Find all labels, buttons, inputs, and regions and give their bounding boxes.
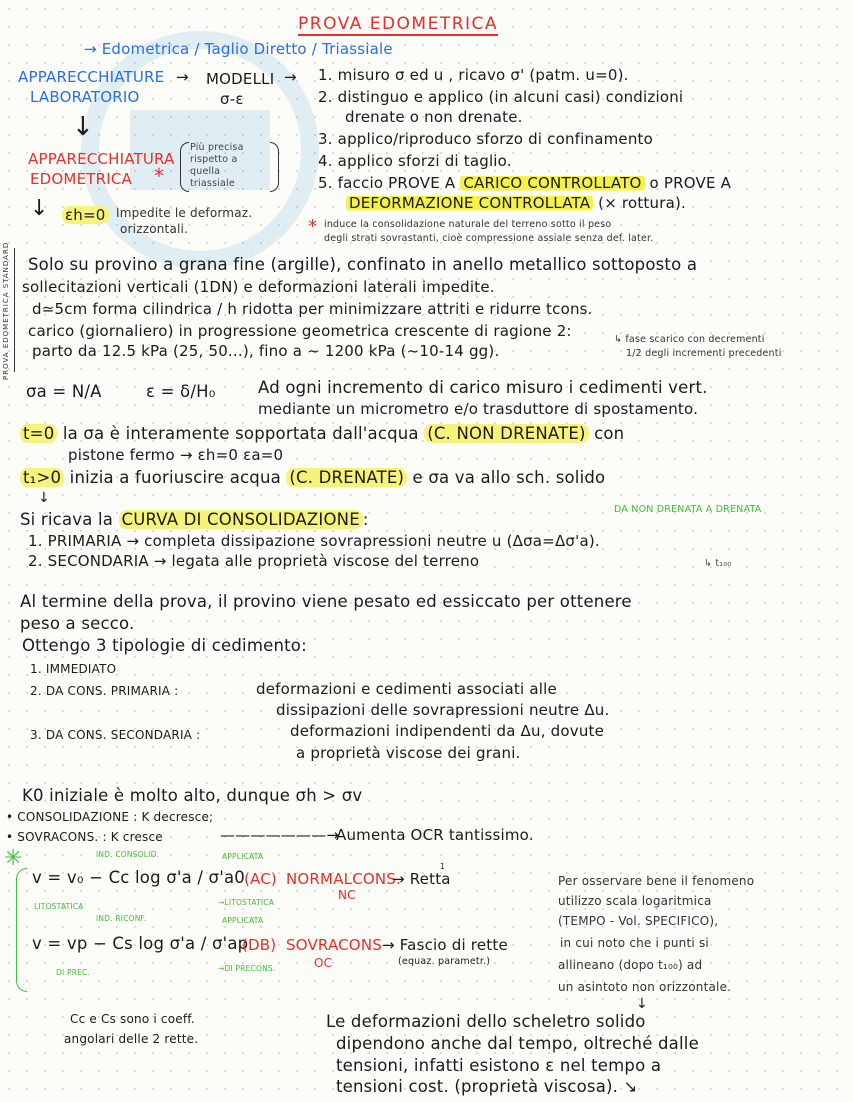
osservare-line-6: un asintoto non orizzontale. [558,980,732,994]
retta-label: → Retta [392,870,451,888]
small-down-arrow-icon: ↓ [38,490,50,506]
step-4: 4. applico sforzi di taglio. [318,152,512,170]
curva-highlight: CURVA DI CONSOLIDAZIONE [119,510,363,529]
di-prec-label: DI PREC. [56,968,91,977]
standard-line-1: Solo su provino a grana fine (argille), confinato in anello metallico sottoposto a [28,255,698,274]
formula-nc: v = v₀ − Cc log σ'a / σ'a0 [32,868,245,887]
k0-line: K0 iniziale è molto alto, dunque σh > σv [22,786,363,805]
page-title: PROVA EDOMETRICA [298,14,499,34]
step-3: 3. applico/riproduco sforzo di confinamento [318,130,654,148]
cedimento-2-text-1: deformazioni e cedimenti associati alle [256,680,557,698]
step-5-prefix: 5. faccio PROVE A [318,174,461,192]
standard-line-3: d≃5cm forma cilindrica / h ridotta per minimizzare attriti e ridurre tcons. [32,300,593,318]
eh-zero: εh=0 [62,206,109,224]
termine-line-2: peso a secco. [20,614,135,633]
step-5 [318,174,731,192]
cedimento-3-label: 3. DA CONS. SECONDARIA : [30,728,201,742]
fascio-label: → Fascio di rette [382,936,508,954]
retta-mark: 1 [440,862,445,871]
deform-line-2: dipendono anche dal tempo, oltreché dalle [336,1034,699,1053]
arrow-to-modelli: → [176,68,189,86]
t100-note: ↳ t₁₀₀ [704,558,732,569]
modelli-label: MODELLI [206,70,275,88]
fase-scarico-1: ↳ fase scarico con decrementi [614,334,765,345]
arrow-to-steps: → [284,68,297,86]
deform-line-3: tensioni, infatti esistono ε nel tempo a [336,1056,662,1075]
step-2-cont: drenate o non drenate. [345,108,523,126]
da-non-drenata-note: DA NON DRENATA A DRENATA [614,504,762,515]
brace-note-4: triassiale [190,178,235,189]
asterisk-icon: ✳ [4,846,23,871]
osservare-arrow-icon: ↓ [636,996,648,1012]
deform-line-1: Le deformazioni dello scheletro solido [326,1012,646,1031]
sovracons-bullet: • SOVRACONS. : K cresce [6,830,163,844]
misura-line-1: Ad ogni incremento di carico misuro i cedimenti vert. [258,378,708,397]
star-note-line-2: degli strati sovrastanti, cioè compressione assiale senza def. later. [324,233,654,244]
long-arrow-icon: ———————→ [220,826,340,844]
db-label: (DB) [242,936,277,954]
osservare-line-4: in cui noto che i punti si [560,936,709,950]
coeff-line-2: angolari delle 2 rette. [64,1032,199,1046]
impedite-line-1: Impedite le deformaz. [116,206,253,220]
ottengo-line: Ottengo 3 tipologie di cedimento: [22,636,307,655]
non-drenate-highlight: (C. NON DRENATE) [424,424,588,443]
misura-line-2: mediante un micrometro e/o trasduttore di spostamento. [258,400,699,418]
subtitle: → Edometrica / Taglio Diretto / Triassiale [84,40,393,58]
cedimento-2-label: 2. DA CONS. PRIMARIA : [30,684,179,698]
down-arrow-2-icon: ↓ [30,196,49,221]
formula-brace [16,868,27,992]
coeff-line-1: Cc e Cs sono i coeff. [70,1012,195,1026]
applicata-nc-label: APPLICATA [222,852,264,861]
osservare-line-1: Per osservare bene il fenomeno [558,874,755,888]
brace-right [270,142,279,192]
star-note-icon: * [308,216,318,237]
osservare-line-3: (TEMPO - Vol. SPECIFICO), [558,914,719,928]
formula-sigma: σa = N/A [26,382,102,401]
standard-line-2: sollecitazioni verticali (1DN) e deformazioni laterali impedite. [22,278,495,296]
aumenta-ocr: Aumenta OCR tantissimo. [336,826,534,844]
star-note-line-1: induce la consolidazione naturale del terreno sotto il peso [324,219,612,230]
t1-line: t₁>0 inizia a fuoriuscire acqua (C. DRENATE) e σa va allo sch. solido [20,468,605,487]
deform-line-4: tensioni cost. (proprietà viscosa). ↘ [336,1077,638,1096]
apparecchiatura-edometrica-label: APPARECCHIATURA [28,150,175,168]
edometrica-label: EDOMETRICA [30,170,132,188]
applicata-oc-label: APPLICATA [222,916,264,925]
sigma-epsilon-label: σ-ε [220,90,244,108]
ind-ricons-label: IND. RICONF. [96,914,147,923]
normalcons-label: NORMALCONS. [286,870,402,888]
fase-scarico-2: 1/2 degli incrementi precedenti [626,348,782,359]
osservare-line-5: allineano (dopo t₁₀₀) ad [558,958,703,972]
standard-line-4: carico (giornaliero) in progressione geometrica crescente di ragione 2: [28,322,572,340]
osservare-line-2: utilizzo scala logaritmica [558,894,712,908]
step-1: 1. misuro σ ed u , ricavo σ' (patm. u=0). [318,66,629,84]
down-arrow-icon: ↓ [72,112,94,142]
ac-label: (AC) [244,870,277,888]
litostatica-label: LITOSTATICA [34,902,84,911]
deformazione-controllata-highlight: DEFORMAZIONE CONTROLLATA [346,194,593,212]
cedimento-3-text-1: deformazioni indipendenti da Δu, dovute [290,722,605,740]
cedimento-2-text-2: dissipazioni delle sovrapressioni neutre Δu. [276,701,610,719]
termine-line-1: Al termine della prova, il provino viene pesato ed essiccato per ottenere [20,592,632,611]
step-2: 2. distinguo e applico (in alcuni casi) condizioni [318,88,684,106]
sovracons-label: SOVRACONS [286,936,382,954]
star-icon: * [154,164,165,188]
t0-line-2: pistone fermo → εh=0 εa=0 [68,446,284,464]
standard-line-5: parto da 12.5 kPa (25, 50...), fino a ~ 1200 kPa (~10-14 gg). [32,342,500,360]
ind-cons-label: IND. CONSOLID. [96,850,160,859]
brace-note-3: quella [190,166,221,177]
brace-note-2: rispetto a [190,154,238,165]
t0-line: t=0 la σa è interamente sopportata dall'acqua (C. NON DRENATE) con [20,424,624,443]
apparecchiature-label: APPARECCHIATURE [18,68,165,86]
equaz-label: (equaz. parametr.) [398,956,491,967]
formula-epsilon: ε = δ/H₀ [146,382,216,401]
brace-note-1: Più precisa [190,142,244,153]
impedite-line-2: orizzontali. [120,222,189,236]
brace-left [180,142,189,192]
sidebar-bracket [14,248,15,372]
sidebar-vertical-label: PROVA EDOMETRICA STANDARD [2,241,10,380]
carico-controllato-highlight: CARICO CONTROLLATO [460,174,644,192]
curva-line: Si ricava la CURVA DI CONSOLIDAZIONE : [20,510,369,529]
step-5-cont [346,194,686,212]
nc-label: NC [338,888,356,902]
formula-oc: v = vp − Cs log σ'a / σ'ap [32,934,249,953]
cedimento-1: 1. IMMEDIATO [30,662,117,676]
consolidazione-bullet: • CONSOLIDAZIONE : K decresce; [6,810,214,824]
cedimento-3-text-2: a proprietà viscose dei grani. [296,744,521,762]
step-5-rottura: (× rottura). [593,194,686,212]
litostatica-small: →LITOSTATICA [218,898,275,907]
di-precons-small: →DI PRECONS. [218,964,276,973]
drenate-highlight: (C. DRENATE) [286,468,407,487]
oc-label: OC [314,956,333,970]
step-5-suffix: o PROVE A [644,174,732,192]
curva-primaria: 1. PRIMARIA → completa dissipazione sovrapressioni neutre u (Δσa=Δσ'a). [28,532,600,550]
curva-secondaria: 2. SECONDARIA → legata alle proprietà viscose del terreno [28,552,480,570]
laboratorio-label: LABORATORIO [30,88,140,106]
